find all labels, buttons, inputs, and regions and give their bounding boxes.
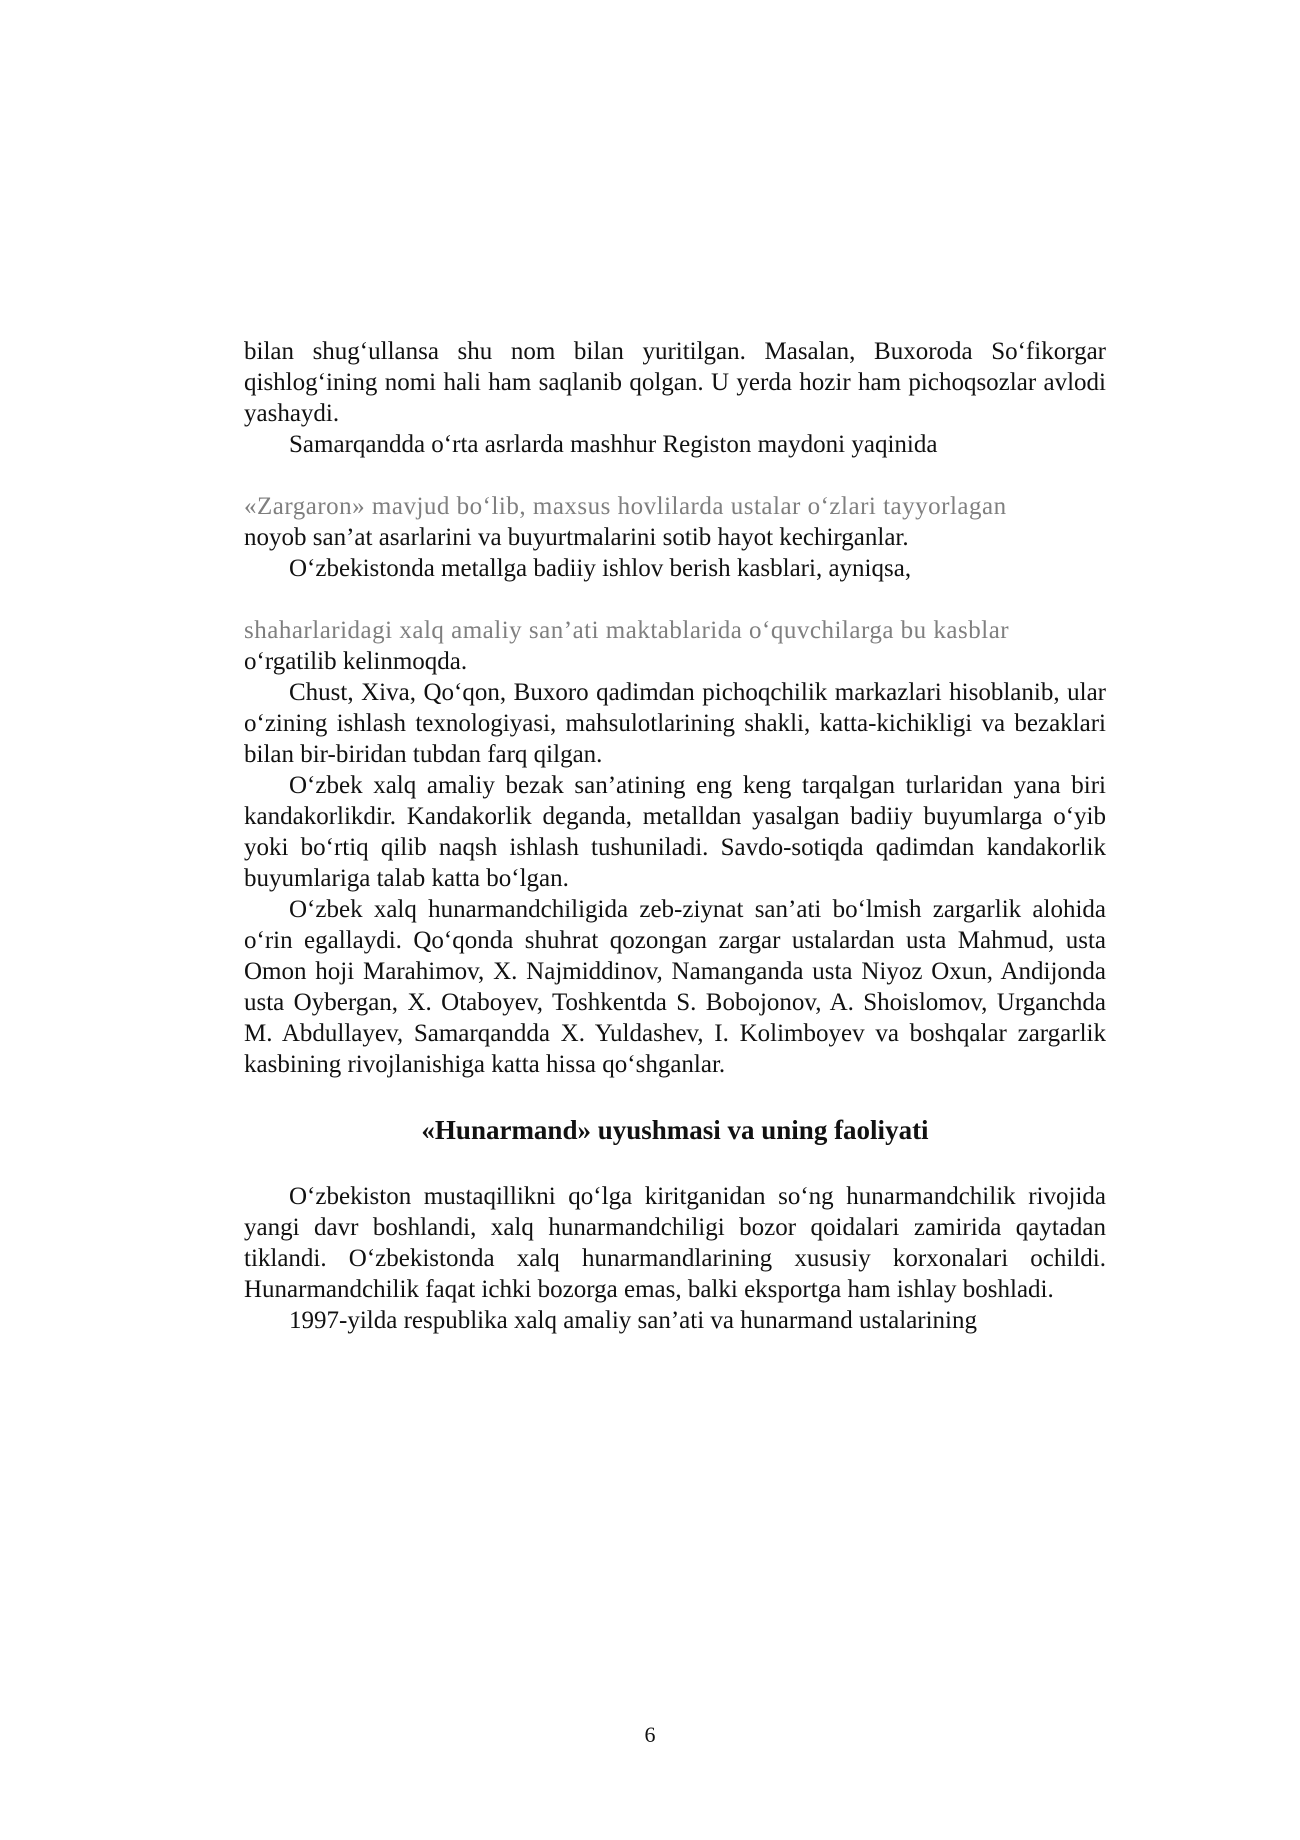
body-text <box>244 336 1106 1336</box>
paragraph-1997: 1997-yilda respublika xalq amaliy san’ati va hunarmand ustalarining <box>289 1307 978 1334</box>
paragraph-continued-from-previous-page: bilan shug‘ullansa shu nom bilan yuritilgan. Masalan, Buxoroda So‘fikorgar qishlog‘ining nomi hali ham saqlanib qolgan. U yerda hozir ham pichoqsozlar avlodi yashaydi. <box>244 338 1106 427</box>
paragraph-independence: O‘zbekiston mustaqillikni qo‘lga kiritganidan so‘ng hunarmandchilik rivojida yangi davr boshlandi, xalq hunarmandchiligi bozor qoidalari zamirida qaytadan tiklandi. O‘zbekistonda xalq hunarmandlarining xususiy korxonalari ochildi. Hunarmandchilik faqat ichki bozorga emas, balki eksportga ham ishlay boshladi. <box>244 1183 1106 1303</box>
page-number: 6 <box>644 1722 656 1747</box>
paragraph-samarqand: Samarqandda o‘rta asrlarda mashhur Registon maydoni yaqinida <box>289 431 938 458</box>
paragraph-metal-crafts-continuation: o‘rgatilib kelinmoqda. <box>244 648 468 675</box>
paragraph-metal-crafts: O‘zbekistonda metallga badiiy ishlov berish kasblari, ayniqsa, <box>289 555 912 582</box>
paragraph-kandakorlik: O‘zbek xalq amaliy bezak san’atining eng keng tarqalgan turlaridan yana biri kandakorlikdir. Kandakorlik deganda, metalldan yasalgan badiiy buyumlarga o‘yib yoki bo‘rtiq qilib naqsh ishlash tushuniladi. Savdo-sotiqda qadimdan kandakorlik buyumlariga talab katta bo‘lgan. <box>244 772 1106 892</box>
paragraph-knife-centers: Chust, Xiva, Qo‘qon, Buxoro qadimdan pichoqchilik markazlari hisoblanib, ular o‘zining ishlash texnologiyasi, mahsulotlarining shakli, katta-kichikligi va bezaklari bilan bir-biridan tubdan farq qilgan. <box>244 679 1106 768</box>
blank-line <box>244 584 1106 615</box>
paragraph-zargarlik: O‘zbek xalq hunarmandchiligida zeb-ziynat san’ati bo‘lmish zargarlik alohida o‘rin egallaydi. Qo‘qonda shuhrat qozongan zargar ustalardan usta Mahmud, usta Omon hoji Marahimov, X. Najmiddinov, Namanganda usta Niyoz Oxun, Andijonda usta Oybergan, X. Otaboyev, Toshkentda S. Bobojonov, A. Shoislomov, Urganchda M. Abdullayev, Samarqandda X. Yuldashev, I. Kolimboyev va boshqalar zargarlik kasbining rivojlanishiga katta hissa qo‘shganlar. <box>244 896 1106 1078</box>
blank-line <box>244 460 1106 491</box>
faint-line-schools: shaharlaridagi xalq amaliy san’ati maktablarida o‘quvchilarga bu kasblar <box>244 617 1010 644</box>
section-heading: «Hunarmand» uyushmasi va uning faoliyati <box>421 1115 929 1145</box>
paragraph-samarqand-continuation: noyob san’at asarlarini va buyurtmalarini sotib hayot kechirganlar. <box>244 524 909 551</box>
faint-line-zargaron: «Zargaron» mavjud bo‘lib, maxsus hovlilarda ustalar o‘zlari tayyorlagan <box>244 493 1007 520</box>
